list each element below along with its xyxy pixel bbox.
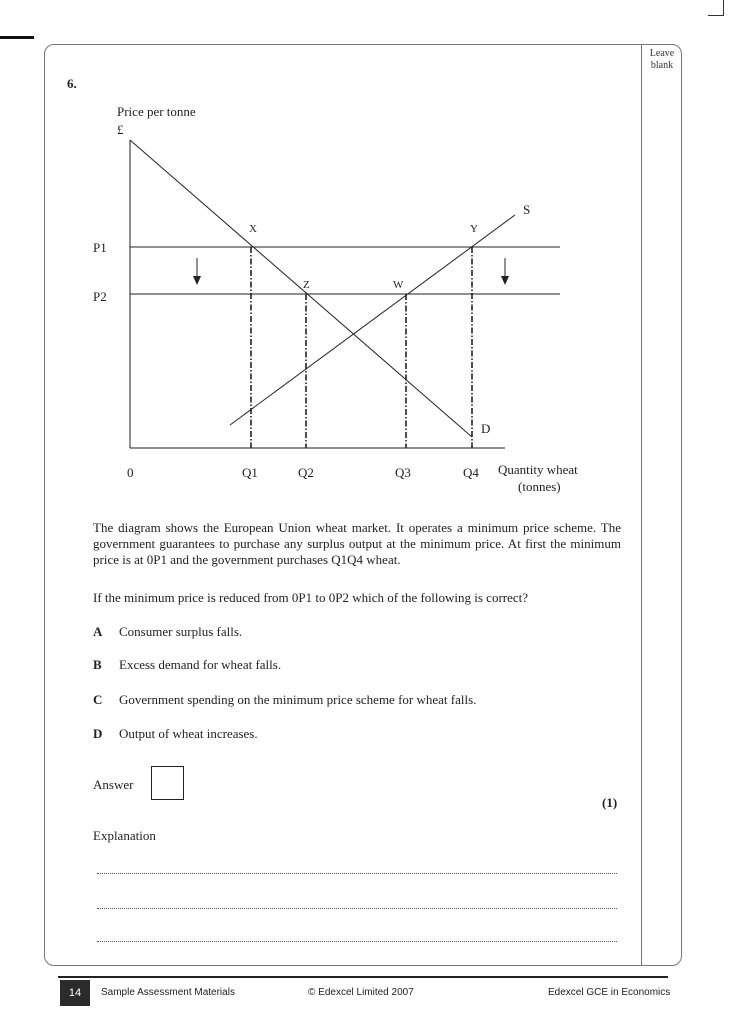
down-arrow-right-icon (501, 258, 509, 285)
y-axis-label: Price per tonne (117, 104, 196, 119)
option-text: Consumer surplus falls. (119, 624, 243, 639)
x-tick-q3: Q3 (395, 465, 411, 480)
demand-curve (130, 140, 472, 437)
option-d (93, 726, 258, 742)
explanation-line-3[interactable] (97, 941, 617, 942)
marks-label: (1) (602, 795, 618, 810)
explanation-line-1[interactable] (97, 873, 617, 874)
x-tick-q4: Q4 (463, 465, 479, 480)
option-a (93, 624, 242, 640)
leave-blank-line2: blank (650, 60, 674, 71)
page-number: 14 (60, 980, 90, 1006)
option-c (93, 692, 476, 708)
x-tick-q2: Q2 (298, 465, 314, 480)
question-paragraph-2: If the minimum price is reduced from 0P1 to 0P2 which of the following is correct? (93, 590, 529, 605)
leave-blank-line1: Leave (649, 48, 675, 59)
point-w-label: W (393, 279, 404, 291)
point-x-label: X (249, 223, 257, 235)
down-arrow-left-icon (193, 258, 201, 285)
x-axis-label: Quantity wheat (498, 462, 578, 477)
demand-label: D (481, 421, 491, 436)
option-b (93, 657, 281, 673)
option-letter: A (93, 624, 103, 639)
option-text: Government spending on the minimum price scheme for wheat falls. (119, 692, 477, 707)
option-letter: B (93, 657, 102, 672)
answer-box[interactable] (151, 766, 184, 800)
footer-center: © Edexcel Limited 2007 (308, 987, 414, 998)
y-tick-p1: P1 (93, 240, 107, 255)
footer-rule (58, 976, 668, 978)
answer-label: Answer (93, 777, 134, 792)
footer-right: Edexcel GCE in Economics (548, 987, 671, 998)
point-z-label: Z (303, 279, 310, 291)
quantity-guides (251, 247, 472, 448)
footer-left: Sample Assessment Materials (101, 987, 235, 998)
option-text: Output of wheat increases. (119, 726, 258, 741)
origin-label: 0 (127, 465, 134, 480)
explanation-label: Explanation (93, 828, 156, 843)
point-y-label: Y (470, 223, 478, 235)
explanation-line-2[interactable] (97, 908, 617, 909)
x-tick-q1: Q1 (242, 465, 258, 480)
option-text: Excess demand for wheat falls. (119, 657, 282, 672)
question-number: 6. (67, 76, 77, 91)
option-letter: C (93, 692, 103, 707)
option-letter: D (93, 726, 103, 741)
y-axis-unit: £ (117, 122, 124, 137)
question-paragraph-1: The diagram shows the European Union wheat market. It operates a minimum price scheme. The government guarantees to purchase any surplus output at the minimum price. At first the minimum price is at 0P1 and the government purchases Q1Q4 wheat. (93, 520, 621, 567)
x-axis-unit: (tonnes) (518, 479, 561, 494)
y-tick-p2: P2 (93, 289, 107, 304)
supply-label: S (523, 202, 531, 217)
